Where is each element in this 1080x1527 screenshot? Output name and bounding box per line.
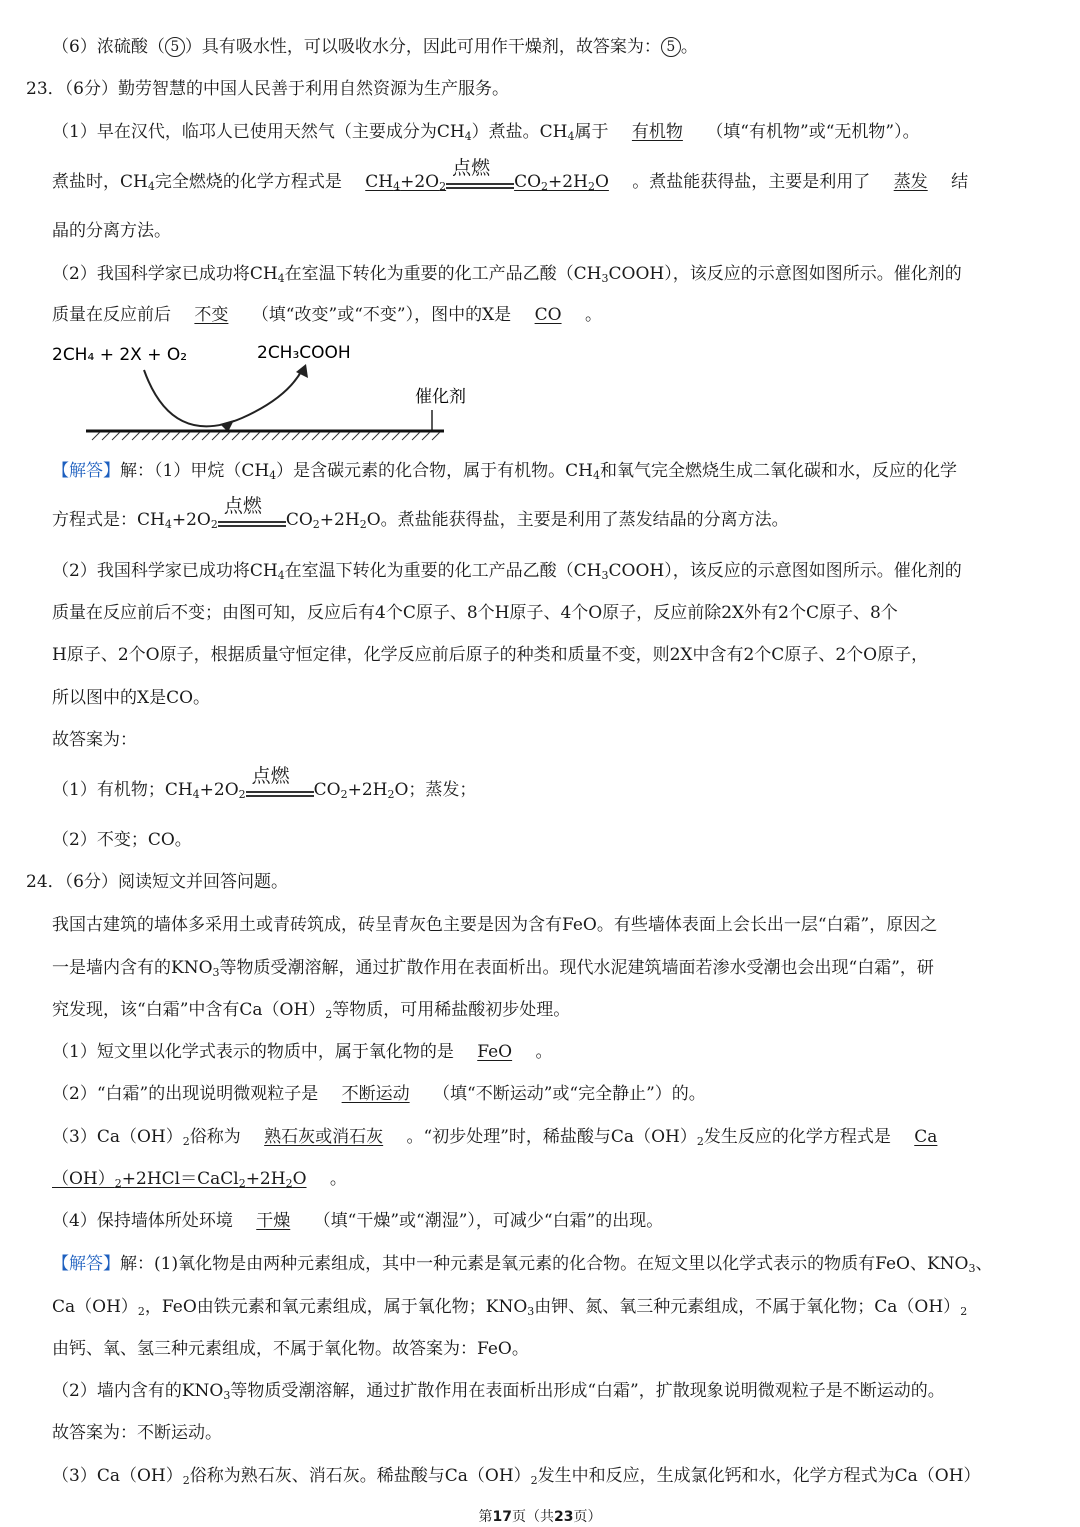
text: 我国古建筑的墙体多采用土或青砖筑成，砖呈青灰色主要是因为含有FeO。有些墙体表面上会长出一层“白霜”，原因之 (52, 915, 938, 935)
text: 。 (535, 1042, 553, 1062)
question-24-passage-line3 (52, 995, 1054, 1025)
text: （6）浓硫酸（ (52, 37, 165, 57)
subscript: 2 (696, 1135, 704, 1148)
text: O。煮盐能获得盐，主要是利用了蒸发结晶的分离方法。 (366, 510, 789, 530)
question-23-part2-line2 (52, 300, 1054, 330)
question-24-part4 (52, 1206, 1054, 1236)
answer-24-line5 (52, 1418, 1054, 1448)
text: （3）Ca（OH） (52, 1127, 183, 1147)
text: 24．（6分）阅读短文并回答问题。 (26, 872, 288, 892)
text: 解：（1）甲烷（CH (120, 461, 270, 481)
text: 等物质受潮溶解，通过扩散作用在表面析出形成“白霜”，扩散现象说明微观粒子是不断运动的。 (230, 1381, 945, 1401)
subscript: 2 (340, 788, 348, 801)
text: +2H (245, 1169, 286, 1189)
subscript: 4 (147, 180, 155, 193)
text: 等物质受潮溶解，通过扩散作用在表面析出。现代水泥建筑墙面若渗水受潮也会出现“白霜”，研 (219, 958, 934, 978)
circled-number: 5 (165, 37, 185, 57)
text: O (292, 1169, 307, 1189)
text: （2）墙内含有的KNO (52, 1381, 224, 1401)
text: 属于 (574, 122, 609, 142)
text: CO (514, 172, 542, 192)
text: （填“不断运动”或“完全静止”）的。 (433, 1084, 706, 1104)
text: +2HCl＝CaCl (121, 1169, 239, 1189)
subscript: 4 (464, 130, 472, 143)
text: （填“干燥”或“潮湿”），可减少“白霜”的出现。 (313, 1211, 664, 1231)
circled-number: 5 (661, 37, 681, 57)
subscript: 2 (285, 1177, 293, 1190)
question-24-heading (26, 867, 1054, 897)
text: +2O (400, 172, 440, 192)
subscript: 3 (601, 272, 609, 285)
answer-line-6 (52, 32, 1054, 62)
text: 结 (951, 172, 969, 192)
diagram-product: 2CH₃COOH (257, 343, 351, 363)
subscript: 4 (192, 788, 200, 801)
answer-24-line6 (52, 1461, 1054, 1491)
question-24-part2 (52, 1079, 1054, 1109)
text: 一是墙内含有的KNO (52, 958, 213, 978)
text: 解：(1)氧化物是由两种元素组成，其中一种元素是氧元素的化合物。在短文里以化学式表示的物质有FeO、KNO (120, 1254, 969, 1274)
text: ）具有吸水性，可以吸收水分，因此可用作干燥剂，故答案为： (184, 37, 661, 57)
text: （OH） (52, 1169, 115, 1189)
subscript: 2 (210, 518, 218, 531)
subscript: 4 (277, 569, 285, 582)
text: （4）保持墙体所处环境 (52, 1211, 233, 1231)
subscript: 4 (567, 130, 575, 143)
text: （3）Ca（OH） (52, 1466, 183, 1486)
text: 。 (584, 305, 602, 325)
question-24-part1 (52, 1037, 1054, 1067)
subscript: 4 (164, 518, 172, 531)
answer-23-line4 (52, 598, 1054, 628)
answer-23-line3 (52, 556, 1054, 586)
subscript: 2 (359, 518, 367, 531)
text: 故答案为： (52, 730, 137, 750)
page-number: 17 (492, 1509, 512, 1525)
text: 究发现，该“白霜”中含有Ca（OH） (52, 1000, 326, 1020)
answer-blank: 有机物 (631, 122, 683, 142)
reaction-diagram-svg (52, 338, 466, 448)
page-total: 23 (554, 1509, 574, 1525)
reaction-condition (218, 495, 286, 535)
subscript: 2 (587, 180, 595, 193)
text: COOH），该反应的示意图如图所示。催化剂的 (608, 264, 962, 284)
subscript: 3 (212, 966, 220, 979)
subscript: 3 (223, 1389, 231, 1402)
text: +2O (171, 510, 211, 530)
condition-label: 点燃 (251, 765, 290, 787)
surface-hatching (92, 432, 440, 440)
reaction-condition (246, 765, 314, 805)
text: CO (313, 780, 341, 800)
answer-tag: 【解答】 (52, 1254, 120, 1274)
subscript: 2 (439, 180, 447, 193)
answer-24-line2 (52, 1292, 1054, 1322)
text: H原子、2个O原子，根据质量守恒定律，化学反应前后原子的种类和质量不变，则2X中含有2个C原子、2个O原子， (52, 645, 929, 665)
text: 23．（6分）勤劳智慧的中国人民善于利用自然资源为生产服务。 (26, 79, 509, 99)
answer-23-line8 (52, 765, 1054, 805)
question-23-part1 (52, 117, 1054, 147)
text: 质量在反应前后不变；由图可知，反应后有4个C原子、8个H原子、4个O原子，反应前除2X外有2个C原子、8个 (52, 603, 898, 623)
footer-text: 页） (573, 1509, 602, 1525)
subscript: 2 (541, 180, 549, 193)
subscript: 3 (527, 1305, 535, 1318)
text: +2H (548, 172, 588, 192)
text: +2H (347, 780, 388, 800)
text: （1）有机物；CH (52, 780, 193, 800)
answer-23-line5 (52, 640, 1054, 670)
text: 和氧气完全燃烧生成二氧化碳和水，反应的化学 (600, 461, 957, 481)
text: CH (365, 172, 394, 192)
text: 所以图中的X是CO。 (52, 688, 211, 708)
subscript: 2 (182, 1474, 190, 1487)
text: （2）我国科学家已成功将CH (52, 561, 278, 581)
reaction-diagram (52, 338, 466, 448)
reaction-condition (446, 157, 514, 197)
answer-blank-equation (347, 157, 627, 193)
question-23-equation-line (52, 157, 1054, 197)
question-23-line3 (52, 216, 1054, 246)
subscript: 2 (387, 788, 395, 801)
diagram-catalyst-label: 催化剂 (415, 387, 466, 407)
question-23-heading (26, 74, 1054, 104)
answer-24-line1 (52, 1249, 1054, 1279)
text: （1）早在汉代，临邛人已使用天然气（主要成分为CH (52, 122, 465, 142)
condition-label: 点燃 (223, 495, 262, 517)
subscript: 2 (960, 1305, 968, 1318)
text: （2）“白霜”的出现说明微观粒子是 (52, 1084, 319, 1104)
subscript: 3 (968, 1262, 976, 1275)
text: 完全燃烧的化学方程式是 (154, 172, 342, 192)
condition-label: 点燃 (452, 157, 491, 179)
text: 。煮盐能获得盐，主要是利用了 (632, 172, 871, 192)
text: 煮盐时，CH (52, 172, 148, 192)
subscript: 2 (238, 1177, 246, 1190)
answer-tag: 【解答】 (52, 461, 120, 481)
question-24-part3-line2 (52, 1164, 1054, 1194)
subscript: 4 (393, 180, 401, 193)
answer-blank: 不断运动 (341, 1084, 410, 1104)
text: Ca（OH） (52, 1297, 138, 1317)
text: 俗称为 (189, 1127, 241, 1147)
text: 发生中和反应，生成氯化钙和水，化学方程式为Ca（OH） (537, 1466, 981, 1486)
subscript: 4 (593, 469, 600, 482)
text: 由钙、氧、氢三种元素组成，不属于氧化物。故答案为：FeO。 (52, 1339, 529, 1359)
text: ）是含碳元素的化合物，属于有机物。CH (276, 461, 593, 481)
answer-24-line4 (52, 1376, 1054, 1406)
text: 故答案为：不断运动。 (52, 1423, 222, 1443)
text: O (594, 172, 609, 192)
answer-blank: 不变 (194, 305, 229, 325)
answer-blank: 熟石灰或消石灰 (264, 1127, 384, 1147)
answer-blank-equation (52, 1169, 325, 1189)
answer-23-line7 (52, 725, 1054, 755)
text: 由钾、氮、氧三种元素组成，不属于氧化物；Ca（OH） (534, 1297, 961, 1317)
text: 等物质，可用稀盐酸初步处理。 (332, 1000, 571, 1020)
answer-blank: Ca (914, 1127, 938, 1147)
subscript: 4 (269, 469, 277, 482)
answer-23-line9 (52, 825, 1054, 855)
question-23-part2 (52, 259, 1054, 289)
subscript: 4 (277, 272, 285, 285)
question-24-passage-line2 (52, 953, 1054, 983)
text: 俗称为熟石灰、消石灰。稀盐酸与Ca（OH） (189, 1466, 531, 1486)
text: （2）我国科学家已成功将CH (52, 264, 278, 284)
text: 在室温下转化为重要的化工产品乙酸（CH (284, 561, 602, 581)
diagram-reactants: 2CH₄ + 2X + O₂ (52, 345, 188, 365)
text: 、 (975, 1254, 993, 1274)
answer-24-line3 (52, 1334, 1054, 1364)
text: 方程式是：CH (52, 510, 165, 530)
text: 。 (680, 37, 698, 57)
subscript: 2 (312, 518, 320, 531)
subscript: 2 (530, 1474, 538, 1487)
subscript: 2 (137, 1305, 145, 1318)
answer-23-line6 (52, 683, 1054, 713)
subscript: 2 (238, 788, 246, 801)
question-24-passage-line1 (52, 910, 1054, 940)
text: 晶的分离方法。 (52, 221, 171, 241)
answer-blank: CO (534, 305, 562, 325)
text: （2）不变；CO。 (52, 830, 192, 850)
text: ，FeO由铁元素和氧元素组成，属于氧化物；KNO (144, 1297, 528, 1317)
question-24-part3 (52, 1122, 1054, 1152)
text: 在室温下转化为重要的化工产品乙酸（CH (284, 264, 602, 284)
answer-blank: FeO (477, 1042, 513, 1062)
text: O；蒸发； (394, 780, 477, 800)
answer-blank: 干燥 (256, 1211, 291, 1231)
footer-text: 页（共 (512, 1509, 554, 1525)
page-footer (0, 1506, 1080, 1526)
text: 发生反应的化学方程式是 (703, 1127, 891, 1147)
text: （1）短文里以化学式表示的物质中，属于氧化物的是 (52, 1042, 454, 1062)
text: （填“改变”或“不变”），图中的X是 (251, 305, 512, 325)
answer-23-line1 (52, 456, 1054, 486)
text: 质量在反应前后 (52, 305, 171, 325)
text: CO (285, 510, 313, 530)
answer-23-line2 (52, 495, 1054, 535)
footer-text: 第 (478, 1509, 493, 1525)
text: COOH），该反应的示意图如图所示。催化剂的 (608, 561, 962, 581)
subscript: 3 (601, 569, 609, 582)
subscript: 2 (325, 1008, 333, 1021)
text: ）煮盐。CH (471, 122, 568, 142)
reaction-arrow (144, 370, 302, 426)
subscript: 2 (114, 1177, 122, 1190)
text: +2O (199, 780, 239, 800)
text: 。“初步处理”时，稀盐酸与Ca（OH） (406, 1127, 697, 1147)
text: +2H (319, 510, 360, 530)
text: 。 (329, 1169, 347, 1189)
subscript: 2 (182, 1135, 190, 1148)
answer-blank: 蒸发 (893, 172, 928, 192)
text: （填“有机物”或“无机物”）。 (706, 122, 920, 142)
